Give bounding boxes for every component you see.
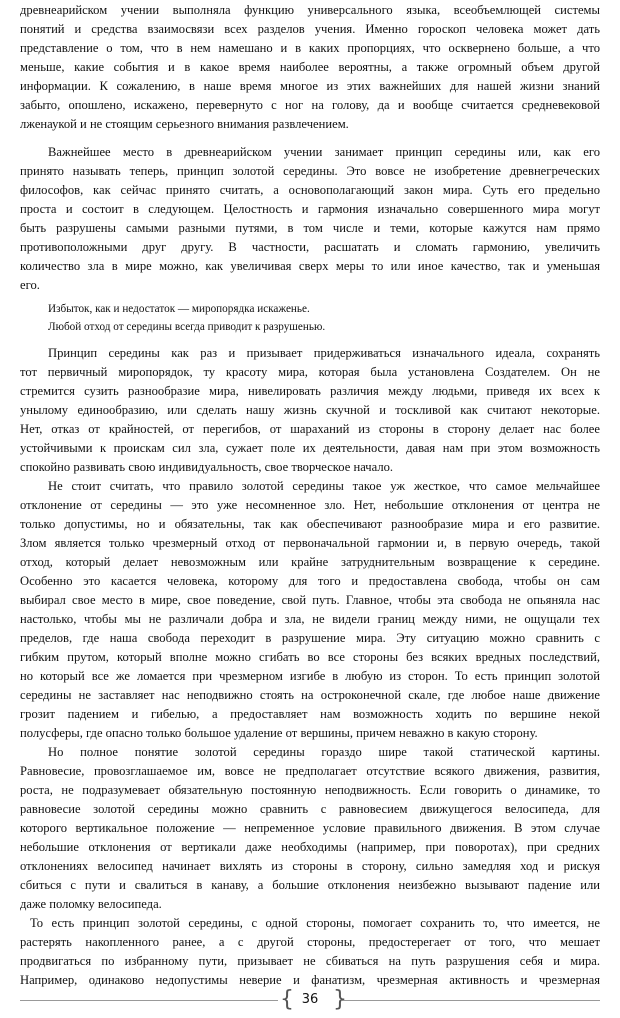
text-line: тот первичный миропорядок, ту красоту мира, которая была установлена Создателем. Он не — [20, 365, 600, 379]
text-line: которого вертикальное положение — непременное условие правильного движения. В этом случае — [20, 821, 600, 835]
verse-line: Избыток, как и недостаток — миропорядка искаженье. — [48, 303, 310, 315]
text-line: Важнейшее место в древнеарийском учении занимает принцип середины или, как его — [48, 145, 600, 159]
text-line: растерять накопленного ранее, а с другой стороны, предостерегает от того, что мешает — [20, 935, 600, 949]
text-line: понятий и средства взаимосвязи всех разделов учения. Именно гороскоп человека может дать — [20, 22, 600, 36]
text-line: полусферы, где опасно только большое удаление от вершины, причем неважно в какую сторону. — [20, 726, 538, 740]
page-number: 36 — [301, 992, 319, 1007]
text-line: грозит падением и гибелью, а предоставляет нам возможность ходить по вершине некой — [20, 707, 600, 721]
text-line: устойчивыми к проискам сил зла, сужает поле их деятельности, давая нам при этом возможность — [20, 441, 600, 455]
footer-divider-left — [20, 1000, 278, 1001]
text-line: спокойно развивать свою индивидуальность, свое творческое начало. — [20, 460, 394, 474]
text-line: проста и состоит в следующем. Целостность и гармония изначально совершенного мира могут — [20, 202, 600, 216]
verse-line: Любой отход от середины всегда приводит к разрушенью. — [48, 321, 326, 333]
text-line: меньше, какие события и в какое время наиболее вероятны, а также огромный объем другой — [20, 60, 600, 74]
text-line: но который все же ломается при чрезмерном изгибе в любую из сторон. То есть принцип золотой — [20, 669, 600, 683]
text-line: продвигаться по избранному пути, призывает не сбиваться на путь разрушения себя и мира. — [20, 954, 600, 968]
text-line: роста, не подразумевает обязательную постоянную неподвижность. Если говорить о динамике, то — [20, 783, 600, 797]
text-line: его. — [20, 278, 40, 292]
text-line: стремится сузить разнообразие мира, нивелировать различия между людьми, приведя их всех к — [20, 384, 600, 398]
text-line: пределов, где наша свобода переходит в разрушение мира. Эту ситуацию можно сравнить с — [20, 631, 600, 645]
text-line: принято называть теперь, принцип золотой середины. Это вовсе не изобретение древнегреческих — [20, 164, 600, 178]
text-line: настолько, чтобы мы не различали добра и зла, не видели границ между ними, не ощущали тех — [20, 612, 600, 626]
text-line: Злом является только чрезмерный отход от первоначальной гармонии и, в первую очередь, такой — [20, 536, 600, 550]
text-line: быть разрушены самыми разными путями, в том числе и теми, которые кажутся нам прямо — [20, 221, 600, 235]
text-line: гибким прутом, который вполне можно сгибать во все стороны без всяких вредных последствий, — [20, 650, 600, 664]
text-line: забыто, опошлено, искажено, перевернуто с ног на голову, да и вообще считается средневековой — [20, 98, 600, 112]
text-line: Нет, отказ от крайностей, от перегибов, от шараханий из стороны в сторону делает нас более — [20, 422, 600, 436]
text-line: отклонение от середины — это уже несомненное зло. Нет, небольшие отклонения от центра не — [20, 498, 600, 512]
text-line: небольшие отклонения от вертикали даже необходимы (например, при поворотах), при средних — [20, 840, 600, 854]
text-line: Особенно это касается человека, которому для того и предоставлена свобода, чтобы он сам — [20, 574, 600, 588]
text-line: древнеарийском учении выполняла функцию универсального языка, всеобъемлющей системы — [20, 3, 600, 17]
text-line: равновесие золотой середины можно сравнить с равновесием движущегося велосипеда, для — [20, 802, 600, 816]
bracket-open-icon: { — [280, 987, 294, 1012]
text-line: Не стоит считать, что правило золотой середины такое уж жесткое, что самое мельчайшее — [48, 479, 600, 493]
text-line: информации. К сожалению, в наше время многое из этих важнейших для нашей жизни знаний — [20, 79, 600, 93]
footer-divider-right — [342, 1000, 600, 1001]
text-line: унылому единообразию, или сделать нашу жизнь скучной и тоскливой как считают некоторые. — [20, 403, 600, 417]
text-line: То есть принцип золотой середины, с одной стороны, помогает сохранить то, что имеется, не — [30, 916, 600, 930]
text-line: даже поломку велосипеда. — [20, 897, 162, 911]
text-line: середины не заставляет нас неподвижно стоять на остроконечной скале, где любое наше движение — [20, 688, 600, 702]
text-line: Принцип середины как раз и призывает придерживаться изначального идеала, сохранять — [48, 346, 600, 360]
bracket-close-icon: } — [333, 987, 347, 1012]
text-line: философов, как сейчас принято считать, а основополагающий закон мира. Суть его предельно — [20, 183, 600, 197]
text-line: противоположными друг другу. В частности, расшатать и сломать гармонию, увеличить — [20, 240, 600, 254]
text-line: сбиться с пути и свалиться в канаву, а большие отклонения неизбежно вызывают падение или — [20, 878, 600, 892]
text-line: Равновесие, провозглашаемое им, вовсе не предполагает отсутствие всякого движения, развития, — [20, 764, 600, 778]
text-line: выбирал свое место в мире, свое поведение, свой путь. Главное, чтобы эта свобода не опьяняла нас — [20, 593, 600, 607]
text-line: лженаукой и не стоящим серьезного внимания развлечением. — [20, 117, 349, 131]
text-line: отход, который делает невозможным или крайне затруднительным возвращение к середине. — [20, 555, 600, 569]
text-line: отклонениях велосипед начинает вихлять из стороны в сторону, сильно замедляя ход и рискуя — [20, 859, 600, 873]
text-line: только допустимы, но и обязательны, так как обеспечивают разнообразие мира и его развитие. — [20, 517, 600, 531]
text-line: Но полное понятие золотой середины гораздо шире такой статической картины. — [48, 745, 600, 759]
text-line: количество зла в мире можно, как увеличивая сверх меры то или иное качество, так и уменьшая — [20, 259, 600, 273]
text-line: Например, одинаково недопустимы неверие и фанатизм, чрезмерная активность и чрезмерная — [20, 973, 600, 987]
text-line: представление о том, что в нем намешано и в каких пропорциях, что осквернено больше, а что — [20, 41, 600, 55]
